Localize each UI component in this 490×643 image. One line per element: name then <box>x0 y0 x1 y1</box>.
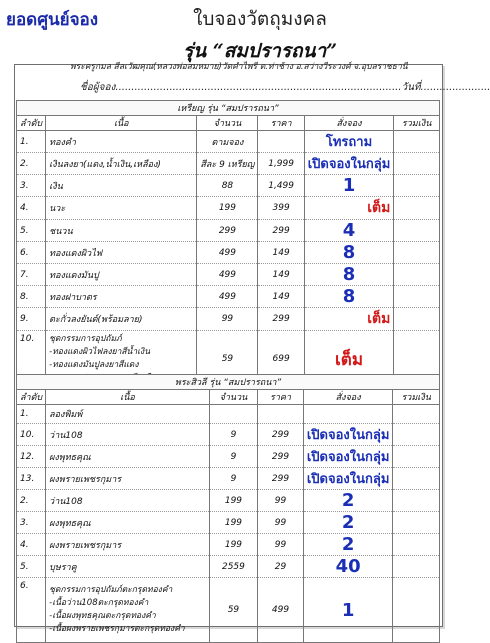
set-title: ชุดกรรมการอุปถัมภ์ <box>49 334 122 344</box>
set-qty: 59 <box>209 578 257 643</box>
row-booking-status: 4 <box>304 220 394 242</box>
row-number: 10. <box>17 424 46 446</box>
header-price: ราคา <box>258 390 304 405</box>
header-no: ลำดับ <box>17 116 46 131</box>
row-booking-status: เต็ม <box>304 197 394 220</box>
edition-title: รุ่น “สมปรารถนา” <box>182 40 338 62</box>
table-row <box>17 534 440 556</box>
coin-table-header <box>17 116 440 131</box>
table-row <box>17 490 440 512</box>
row-quantity: 499 <box>197 264 258 286</box>
row-price: 1,999 <box>258 153 304 175</box>
row-number: 5. <box>17 556 46 578</box>
table-row <box>17 308 440 331</box>
row-number: 3. <box>17 512 46 534</box>
row-quantity: 499 <box>197 286 258 308</box>
row-booking-status: 8 <box>304 264 394 286</box>
row-total <box>394 175 440 197</box>
row-quantity: 88 <box>197 175 258 197</box>
amulet-table-caption-row <box>17 375 440 390</box>
row-number: 1. <box>17 405 46 424</box>
header-sum: รวมเงิน <box>394 116 440 131</box>
row-quantity: 2559 <box>209 556 257 578</box>
row-price <box>258 405 304 424</box>
row-item: ผงพุทธคุณ <box>46 446 210 468</box>
header-item: เนื้อ <box>46 116 197 131</box>
set-price: 699 <box>258 331 304 388</box>
date-label: วันที่ <box>401 82 421 93</box>
table-row <box>17 446 440 468</box>
table-row <box>17 131 440 153</box>
row-price: 299 <box>258 468 304 490</box>
row-quantity: ตามจอง <box>197 131 258 153</box>
row-quantity: 499 <box>197 242 258 264</box>
set-sum <box>393 578 440 643</box>
row-price: 99 <box>258 512 304 534</box>
row-number: 5. <box>17 220 46 242</box>
table-row <box>17 242 440 264</box>
table-row <box>17 556 440 578</box>
row-number: 3. <box>17 175 46 197</box>
row-price: 149 <box>258 286 304 308</box>
row-number: 4. <box>17 534 46 556</box>
row-booking-status: 2 <box>303 490 393 512</box>
table-row <box>17 468 440 490</box>
row-number: 13. <box>17 468 46 490</box>
set-line: -เนื้อผงพรายเพชรกุมารตะกรุดทองคำ <box>49 624 185 634</box>
row-price: 299 <box>258 308 304 331</box>
row-booking-status: โทรถาม <box>304 131 394 153</box>
header-price: ราคา <box>258 116 304 131</box>
row-booking-status: 2 <box>303 534 393 556</box>
set-line: -ทองแดงผิวไฟลงยาสีน้ำเงิน <box>49 347 151 357</box>
coin-table-caption-row <box>17 101 440 116</box>
amulet-table-caption: พระสิวลี รุ่น “สมปรารถนา” <box>17 375 440 390</box>
set-qty: 59 <box>197 331 258 388</box>
coin-table-caption: เหรียญ รุ่น “สมปรารถนา” <box>17 101 440 116</box>
set-line: -เนื้อว่าน108ตะกรุดทองคำ <box>49 598 149 608</box>
set-line: -ทองแดงมันปูลงยาสีแดง <box>49 360 139 370</box>
set-no: 10. <box>17 331 46 388</box>
row-booking-status: เปิดจองในกลุ่ม <box>304 153 394 175</box>
table-row <box>17 286 440 308</box>
set-price: 499 <box>258 578 304 643</box>
set-item <box>46 578 210 643</box>
row-total <box>394 242 440 264</box>
row-total <box>393 424 440 446</box>
row-booking-status: 8 <box>304 242 394 264</box>
row-item: เงินลงยา(แดง,น้ำเงิน,เหลือง) <box>46 153 197 175</box>
set-line: -เนื้อผงพุทธคุณตะกรุดทองคำ <box>49 611 156 621</box>
row-price: 29 <box>258 556 304 578</box>
row-item: เงิน <box>46 175 197 197</box>
name-date-line: ชื่อผู้จอง..........................................................................................วันที่...................... <box>80 82 490 93</box>
amulet-table <box>16 374 440 643</box>
row-item: นวะ <box>46 197 197 220</box>
row-total <box>394 153 440 175</box>
row-item: ทองแดงผิวไฟ <box>46 242 197 264</box>
row-quantity: 199 <box>209 512 257 534</box>
row-number: 1. <box>17 131 46 153</box>
amulet-set-row <box>17 578 440 643</box>
row-total <box>394 131 440 153</box>
row-quantity <box>209 405 257 424</box>
row-number: 4. <box>17 197 46 220</box>
row-total <box>393 446 440 468</box>
coin-table <box>16 100 440 388</box>
row-booking-status: 1 <box>304 175 394 197</box>
row-booking-status: เปิดจองในกลุ่ม <box>303 424 393 446</box>
row-price <box>258 131 304 153</box>
row-total <box>393 468 440 490</box>
header-qty: จำนวน <box>209 390 257 405</box>
row-quantity: 199 <box>197 197 258 220</box>
row-total <box>393 405 440 424</box>
row-booking-status: เปิดจองในกลุ่ม <box>303 446 393 468</box>
row-price: 399 <box>258 197 304 220</box>
row-total <box>393 490 440 512</box>
table-row <box>17 424 440 446</box>
table-row <box>17 197 440 220</box>
row-item: บุษราคู <box>46 556 210 578</box>
row-price: 99 <box>258 490 304 512</box>
row-total <box>394 264 440 286</box>
row-price: 149 <box>258 242 304 264</box>
amulet-table-header <box>17 390 440 405</box>
row-price: 149 <box>258 264 304 286</box>
row-quantity: 199 <box>209 490 257 512</box>
table-row <box>17 175 440 197</box>
header-item: เนื้อ <box>46 390 210 405</box>
header-status: สั่งจอง <box>303 390 393 405</box>
set-title: ชุดกรรมการอุปถัมภ์ตะกรุดทองคำ <box>49 585 173 595</box>
row-quantity: 9 <box>209 468 257 490</box>
row-quantity: 9 <box>209 446 257 468</box>
row-total <box>393 534 440 556</box>
row-number: 2. <box>17 490 46 512</box>
row-item: ลองพิมพ์ <box>46 405 210 424</box>
set-status: 1 <box>303 578 393 643</box>
row-price: 99 <box>258 534 304 556</box>
row-quantity: 199 <box>209 534 257 556</box>
row-booking-status <box>303 405 393 424</box>
table-row <box>17 153 440 175</box>
row-item: ผงพรายเพชรกุมาร <box>46 468 210 490</box>
row-number: 9. <box>17 308 46 331</box>
row-item: ผงพุทธคุณ <box>46 512 210 534</box>
row-item: ทองฝาบาตร <box>46 286 197 308</box>
table-row <box>17 220 440 242</box>
header-qty: จำนวน <box>197 116 258 131</box>
row-total <box>394 308 440 331</box>
set-no: 6. <box>17 578 46 643</box>
row-price: 299 <box>258 220 304 242</box>
row-booking-status: 8 <box>304 286 394 308</box>
row-total <box>393 556 440 578</box>
row-quantity: 299 <box>197 220 258 242</box>
row-price: 299 <box>258 446 304 468</box>
row-number: 6. <box>17 242 46 264</box>
row-item: ผงพรายเพชรกุมาร <box>46 534 210 556</box>
table-row <box>17 512 440 534</box>
row-quantity: สีละ 9 เหรียญ <box>197 153 258 175</box>
row-item: ว่าน108 <box>46 490 210 512</box>
row-booking-status: เต็ม <box>304 308 394 331</box>
row-item: ว่าน108 <box>46 424 210 446</box>
header-sum: รวมเงิน <box>393 390 440 405</box>
row-number: 7. <box>17 264 46 286</box>
row-quantity: 99 <box>197 308 258 331</box>
row-booking-status: 40 <box>303 556 393 578</box>
row-number: 8. <box>17 286 46 308</box>
row-booking-status: 2 <box>303 512 393 534</box>
row-total <box>394 197 440 220</box>
row-price: 1,499 <box>258 175 304 197</box>
header-status: สั่งจอง <box>304 116 394 131</box>
row-item: ชนวน <box>46 220 197 242</box>
row-item: ตะกั่วลงยันต์(พร้อมลาย) <box>46 308 197 331</box>
row-item: ทองแดงมันปู <box>46 264 197 286</box>
document-title: ใบจองวัตถุมงคล <box>193 8 327 30</box>
set-status: เต็ม <box>304 331 394 388</box>
header-no: ลำดับ <box>17 390 46 405</box>
row-total <box>393 512 440 534</box>
row-number: 2. <box>17 153 46 175</box>
row-total <box>394 220 440 242</box>
stamp-total-bookings: ยอดศูนย์จอง <box>6 10 99 30</box>
table-row <box>17 405 440 424</box>
name-label: ชื่อผู้จอง <box>80 82 116 93</box>
table-row <box>17 264 440 286</box>
row-number: 12. <box>17 446 46 468</box>
row-quantity: 9 <box>209 424 257 446</box>
row-total <box>394 286 440 308</box>
temple-line: พระครูกมล สีลเวัฒคุณ(หลวงพ่อสมหมาย)วัดคำไพรี ต.ท่าช้าง อ.สว่างวีระวงศ์ จ.อุบลราชธานี <box>70 62 408 72</box>
row-price: 299 <box>258 424 304 446</box>
row-booking-status: เปิดจองในกลุ่ม <box>303 468 393 490</box>
row-item: ทองคำ <box>46 131 197 153</box>
